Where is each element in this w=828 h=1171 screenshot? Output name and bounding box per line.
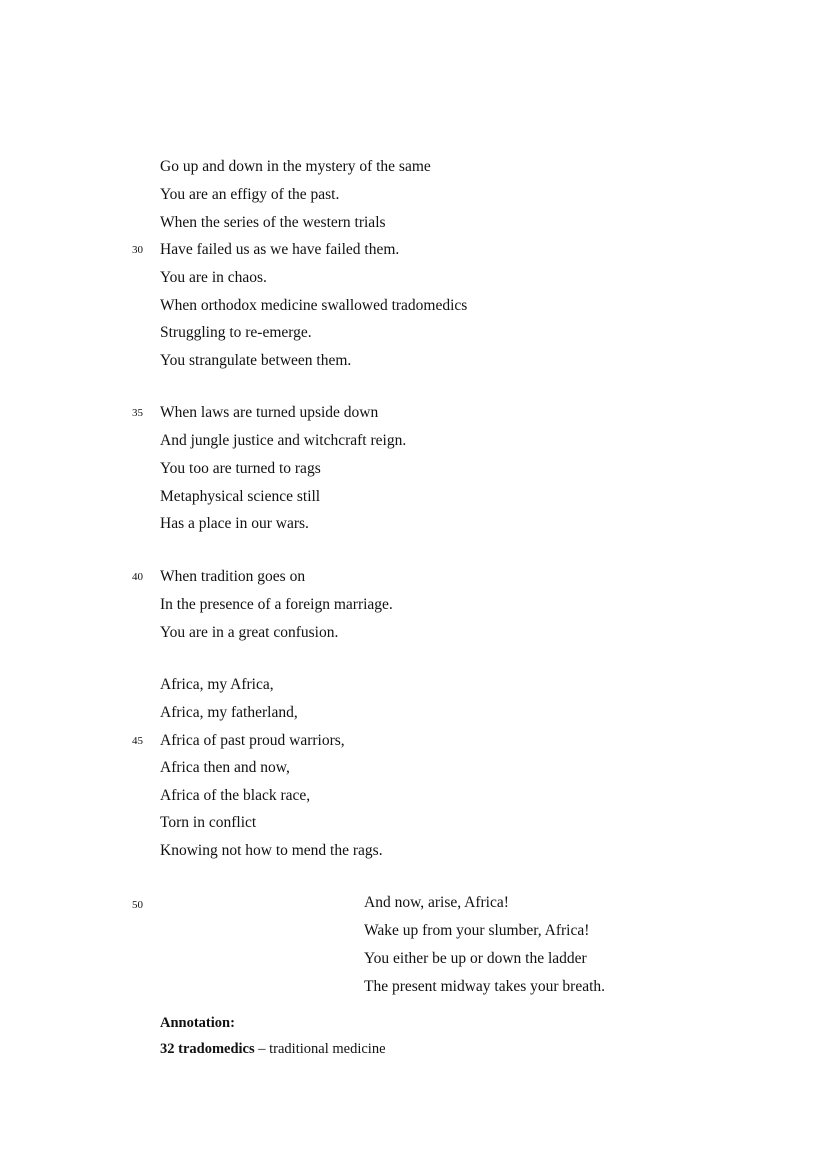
poem-line: Africa, my Africa, (160, 676, 274, 693)
poem-line: You either be up or down the ladder (364, 950, 587, 967)
poem-line: The present midway takes your breath. (364, 978, 606, 995)
annotation-definition: – traditional medicine (254, 1041, 386, 1057)
poem-line: You are an effigy of the past. (160, 186, 340, 203)
poem-line: Torn in conflict (160, 814, 257, 831)
line-number: 50 (132, 899, 143, 911)
poem-line: You are in a great confusion. (160, 624, 339, 641)
poem-line: Metaphysical science still (160, 488, 321, 505)
poem-line: You strangulate between them. (160, 352, 352, 369)
poem-line: You are in chaos. (160, 269, 267, 286)
poem-line: Wake up from your slumber, Africa! (364, 922, 590, 939)
poem-line: When orthodox medicine swallowed tradomedics (160, 297, 468, 314)
line-number: 30 (132, 244, 143, 256)
poem-line: Go up and down in the mystery of the same (160, 158, 431, 175)
poem-line: Knowing not how to mend the rags. (160, 842, 383, 859)
line-number: 45 (132, 735, 143, 747)
annotation-entry (160, 1039, 386, 1059)
poem-line: Africa of past proud warriors, (160, 732, 345, 749)
annotation-term: 32 tradomedics (160, 1041, 255, 1057)
annotation-title: Annotation: (160, 1015, 235, 1031)
poem-line: When tradition goes on (160, 568, 306, 585)
poem-line: Africa then and now, (160, 759, 290, 776)
poem-line: In the presence of a foreign marriage. (160, 596, 393, 613)
line-number: 40 (132, 571, 143, 583)
poem-line: Africa, my fatherland, (160, 704, 298, 721)
poem-line: You too are turned to rags (160, 460, 321, 477)
poem-line: Africa of the black race, (160, 787, 311, 804)
poem-line: Struggling to re-emerge. (160, 324, 312, 341)
poem-line: Has a place in our wars. (160, 515, 309, 532)
poem-line: And jungle justice and witchcraft reign. (160, 432, 407, 449)
poem-line: And now, arise, Africa! (364, 894, 509, 911)
poem-line: When the series of the western trials (160, 214, 386, 231)
line-number: 35 (132, 407, 143, 419)
poem-line: When laws are turned upside down (160, 404, 379, 421)
poem-line: Have failed us as we have failed them. (160, 241, 400, 258)
